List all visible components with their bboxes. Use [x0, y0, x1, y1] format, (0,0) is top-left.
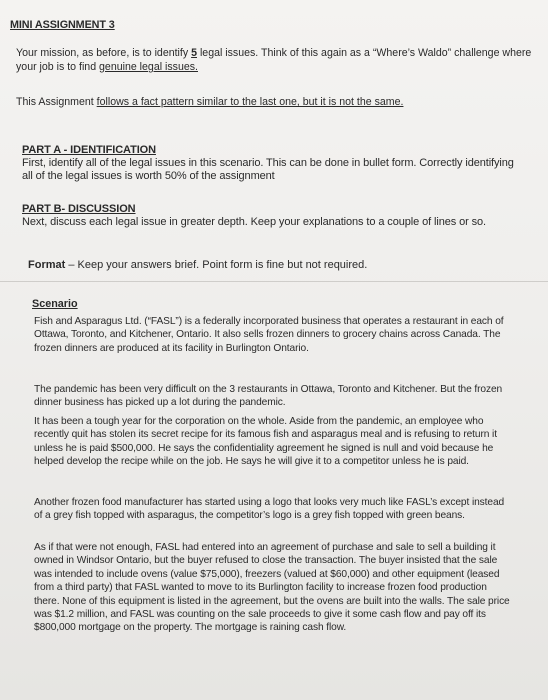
mission-text-2: legal issues. Think of this again as a “Where’s Waldo” challenge where your job is to find: [16, 47, 532, 73]
part-a-body: First, identify all of the legal issues in this scenario. This can be done in bullet form. Correctly identifying all of the legal issues is worth 50% of the assignment: [22, 157, 514, 182]
part-a-heading: PART A - IDENTIFICATION: [22, 144, 156, 156]
scenario-paragraph-1: Fish and Asparagus Ltd. (“FASL”) is a federally incorporated business that operates a restaurant in each of Ottawa, Toronto, and Kitchener, Ontario. It also sells frozen dinners to grocery chains across Canada. The frozen dinners are produced at its facility in Burlington Ontario.: [34, 316, 504, 354]
format-line: [28, 259, 367, 272]
assignment-note-prefix: This Assignment: [16, 96, 97, 108]
scenario-paragraph-3: It has been a tough year for the corporation on the whole. Aside from the pandemic, an employee who recently quit has stolen its secret recipe for its famous fish and asparagus meal and is refusing to return it unless he is paid $500,000. He says the confidentiality agreement he signed is null and void because he helped develop the recipe while on the job. He says he will give it to a competitor unless he is paid.: [34, 416, 497, 468]
assignment-note-underlined: follows a fact pattern similar to the last one, but it is not the same.: [96, 96, 404, 108]
part-b-heading: PART B- DISCUSSION: [22, 203, 136, 215]
mission-paragraph: [16, 46, 536, 74]
assignment-note: [16, 96, 403, 109]
part-b-body: Next, discuss each legal issue in greater depth. Keep your explanations to a couple of lines or so.: [22, 216, 486, 228]
mission-text-1: Your mission, as before, is to identify: [16, 47, 192, 59]
format-label: Format: [28, 259, 66, 271]
scenario-paragraph-2: The pandemic has been very difficult on the 3 restaurants in Ottawa, Toronto and Kitchener. But the frozen dinner business has picked up a lot during the pandemic.: [34, 384, 503, 409]
section-divider: [0, 281, 548, 282]
scenario-paragraph-4: Another frozen food manufacturer has started using a logo that looks very much like FASL’s except instead of a grey fish topped with asparagus, the competitor’s logo is a grey fish topped with green beans.: [34, 497, 505, 522]
scenario-heading: Scenario: [32, 298, 78, 310]
mission-number: 5: [191, 47, 197, 59]
mission-genuine: genuine legal issues.: [99, 61, 198, 73]
scenario-paragraph-5: As if that were not enough, FASL had entered into an agreement of purchase and sale to sell a building it owned in Windsor Ontario, but the buyer refused to close the transaction. The buyer insisted that the sale was intended to include ovens (value $75,000), freezers (valued at $60,000) and other equipment (leased from a third party) that FASL wanted to move to its Burlington facility to increase frozen food production there. None of this equipment is listed in the agreement, but the ovens are built into the walls. The sale price was $1.2 million, and FASL was counting on the sale proceeds to give it some cash flow and pay off its $800,000 mortgage on the property. The mortgage is raining cash flow.: [34, 542, 510, 634]
format-text: – Keep your answers brief. Point form is fine but not required.: [65, 259, 368, 271]
part-b-section: [22, 203, 522, 229]
part-a-section: [22, 144, 522, 183]
assignment-title: MINI ASSIGNMENT 3: [10, 19, 115, 31]
